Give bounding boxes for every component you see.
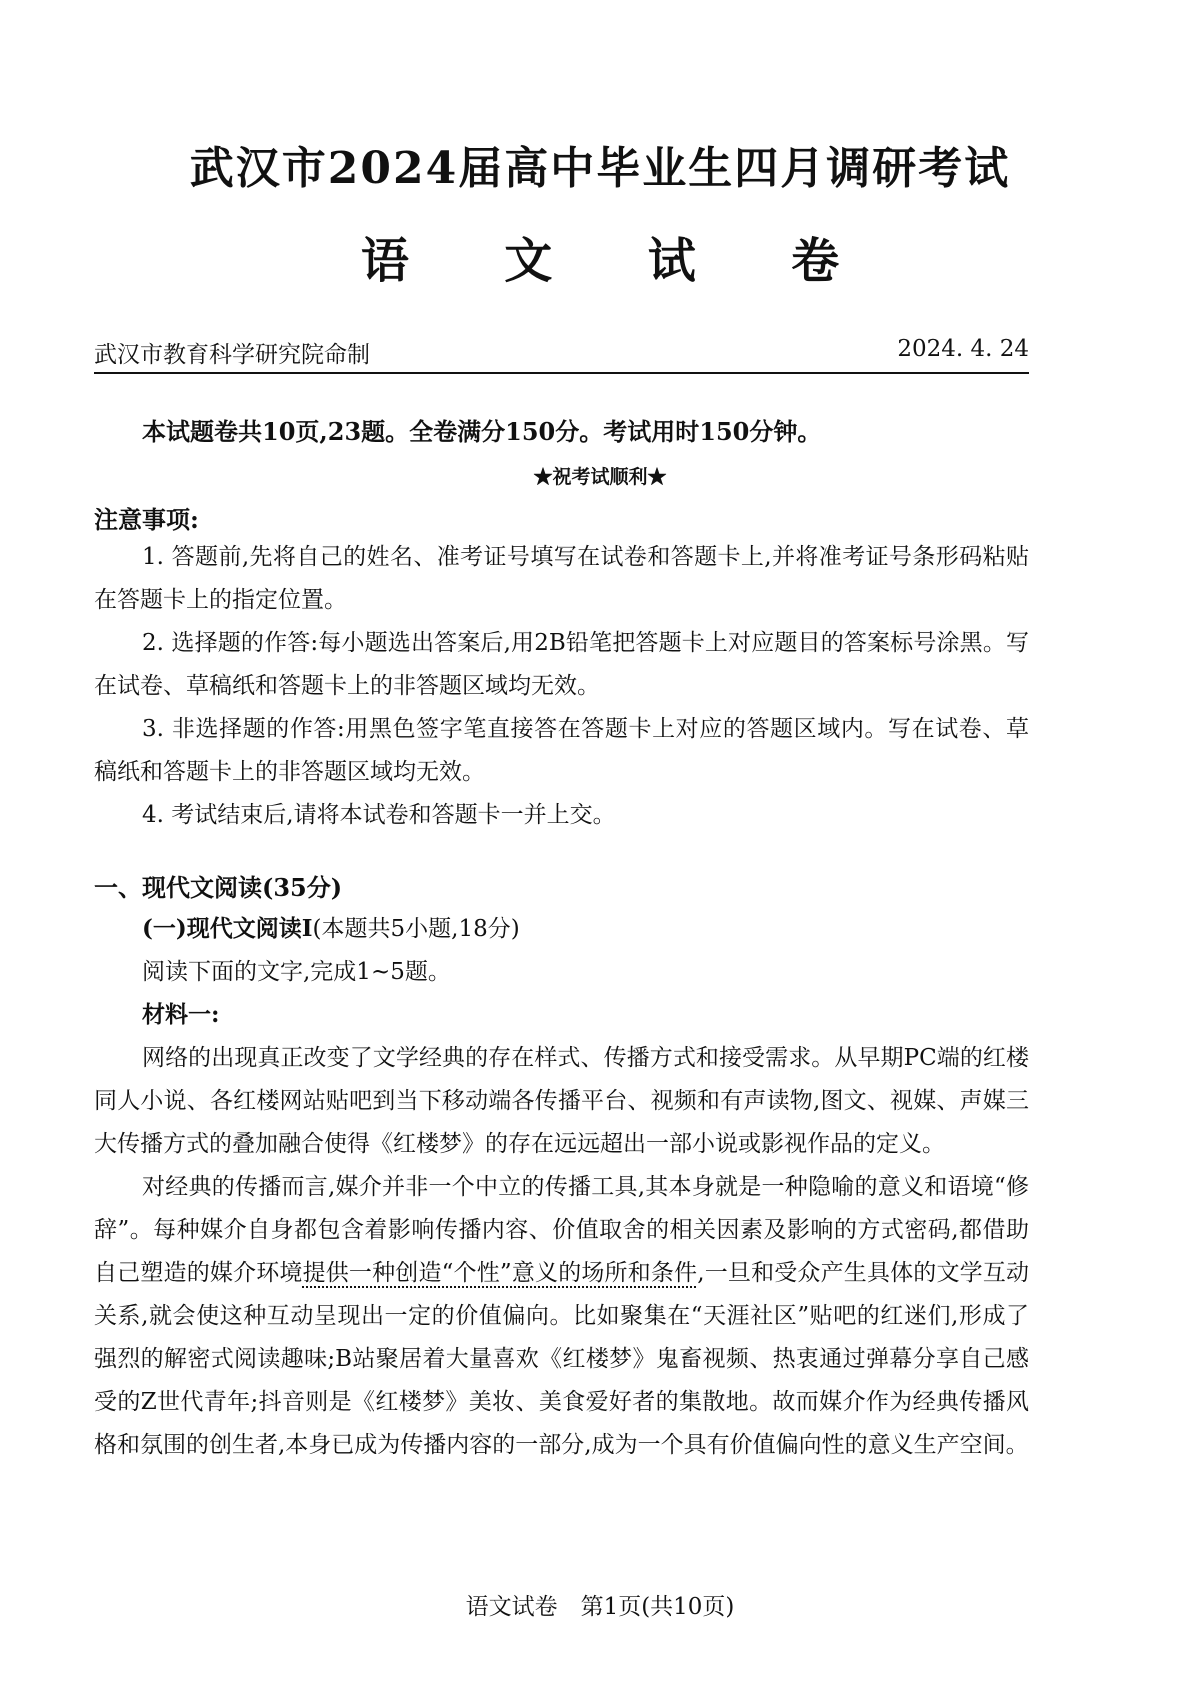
passage-paragraph [94, 1166, 1029, 1467]
meta-row [94, 336, 1029, 369]
section-title: 一、现代文阅读(35分) [94, 873, 343, 902]
passage-text: 对经典的传播而言,媒介并非一个中立的传播工具,其本身就是一种隐喻的意义和语境“修辞”。每种媒介自身都包含着影响传播内容、价值取舍的相关因素及影响的方式密码,都借助自己塑造的媒介环境 [94, 1174, 1029, 1286]
subtitle-char: 试 [647, 233, 696, 289]
subtitle-char: 卷 [791, 233, 840, 289]
good-luck-banner: ★祝考试顺利★ [533, 466, 667, 488]
exam-date: 2024. 4. 24 [897, 336, 1029, 362]
note-item: 3. 非选择题的作答:用黑色签字笔直接答在答题卡上对应的答题区域内。写在试卷、草稿纸和答题卡上的非答题区域均无效。 [94, 716, 1029, 785]
page-footer: 语文试卷 第1页(共10页) [465, 1594, 735, 1620]
note-item: 1. 答题前,先将自己的姓名、准考证号填写在试卷和答题卡上,并将准考证号条形码粘贴在答题卡上的指定位置。 [94, 544, 1029, 613]
passage-text: ,一旦和受众产生具体的文学互动关系,就会使这种互动呈现出一定的价值偏向。比如聚集在“天涯社区”贴吧的红迷们,形成了强烈的解密式阅读趣味;B站聚居着大量喜欢《红楼梦》鬼畜视频、热衷通过弹幕分享自己感受的Z世代青年;抖音则是《红楼梦》美妆、美食爱好者的集散地。故而媒介作为经典传播风格和氛围的创生者,本身已成为传播内容的一部分,成为一个具有价值偏向性的意义生产空间。 [94, 1260, 1030, 1458]
material-label: 材料一: [142, 1001, 220, 1028]
header-divider [94, 372, 1029, 374]
sub-section [142, 910, 520, 943]
sub-section-title: (一)现代文阅读Ⅰ [142, 915, 313, 942]
emphasized-phrase: 提供一种创造“个性”意义的场所和条件 [302, 1260, 698, 1286]
note-item: 4. 考试结束后,请将本试卷和答题卡一并上交。 [142, 802, 616, 828]
note-item: 2. 选择题的作答:每小题选出答案后,用2B铅笔把答题卡上对应题目的答案标号涂黑。写在试卷、草稿纸和答题卡上的非答题区域均无效。 [94, 630, 1029, 699]
subtitle-char: 语 [360, 233, 409, 289]
reading-passage [94, 1037, 1029, 1467]
notes-heading: 注意事项: [94, 505, 199, 534]
paper-subtitle [0, 222, 1200, 291]
exam-title: 武汉市2024届高中毕业生四月调研考试 [189, 143, 1011, 194]
sub-section-detail: (本题共5小题,18分) [312, 916, 520, 942]
subtitle-char: 文 [504, 233, 553, 289]
exam-info: 本试题卷共10页,23题。全卷满分150分。考试用时150分钟。 [142, 417, 822, 446]
reading-instruction: 阅读下面的文字,完成1~5题。 [142, 959, 451, 985]
notes-list [94, 536, 1029, 837]
passage-paragraph: 网络的出现真正改变了文学经典的存在样式、传播方式和接受需求。从早期PC端的红楼同人小说、各红楼网站贴吧到当下移动端各传播平台、视频和有声读物,图文、视媒、声媒三大传播方式的叠加融合使得《红楼梦》的存在远远超出一部小说或影视作品的定义。 [94, 1045, 1029, 1157]
issuer: 武汉市教育科学研究院命制 [94, 342, 370, 368]
